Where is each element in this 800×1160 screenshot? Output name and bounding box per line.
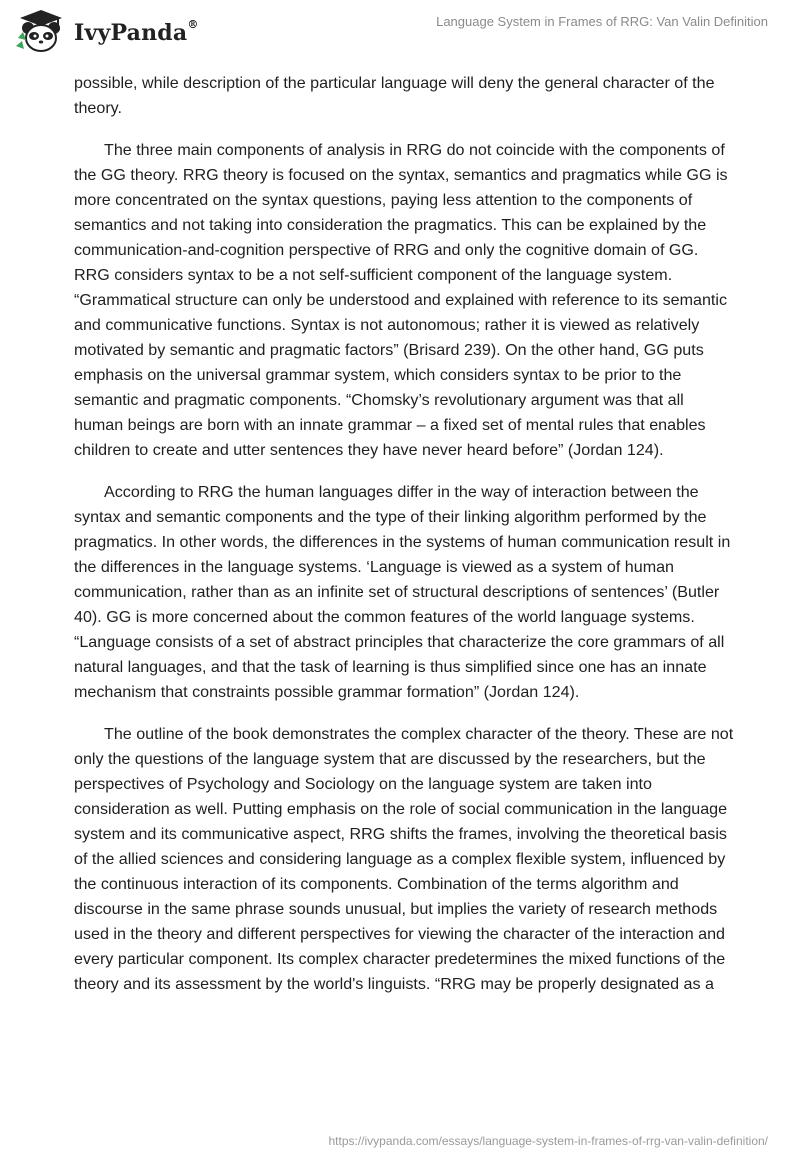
paragraph: According to RRG the human languages differ in the way of interaction between the syntax and semantic components and the type of their linking algorithm performed by the pragmatics. In other words, the differences in the systems of human communication result in the differences in the language systems. ‘Language is viewed as a system of human communication, rather than as an infinite set of structural descriptions of sentences’ (Butler 40). GG is more concerned about the common features of the world language systems. “Language consists of a set of abstract principles that characterize the core grammars of all natural languages, and that the task of learning is thus simplified since one has an innate mechanism that constraints possible grammar formation” (Jordan 124).: [74, 483, 731, 701]
paragraph: possible, while description of the particular language will deny the general character of the theory.: [74, 74, 715, 117]
brand-name: IvyPanda®: [74, 17, 199, 46]
ivypanda-logo[interactable]: [14, 8, 199, 54]
paragraph: The outline of the book demonstrates the complex character of the theory. These are not only the questions of the language system that are discussed by the researchers, but the perspectives of Psychology and Sociology on the language system are taken into consideration as well. Putting emphasis on the role of social communication in the language system and its communicative aspect, RRG shifts the frames, involving the theoretical basis of the allied sciences and considering language as a complex flexible system, influenced by the continuous interaction of its components. Combination of the terms algorithm and discourse in the same phrase sounds unusual, but implies the variety of research methods used in the theory and different perspectives for viewing the character of the interaction and every particular component. Its complex character predetermines the mixed functions of the theory and its assessment by the world's linguists. “RRG may be properly designated as a: [74, 725, 734, 993]
paragraph: The three main components of analysis in RRG do not coincide with the components of the GG theory. RRG theory is focused on the syntax, semantics and pragmatics while GG is more concentrated on the syntax questions, paying less attention to the components of semantics and not taking into consideration the pragmatics. This can be explained by the communication-and-cognition perspective of RRG and only the cognitive domain of GG. RRG considers syntax to be a not self-sufficient component of the language system. “Grammatical structure can only be understood and explained with reference to its semantic and communicative functions. Syntax is not autonomous; rather it is viewed as relatively motivated by semantic and pragmatic factors” (Brisard 239). On the other hand, GG puts emphasis on the universal grammar system, which considers syntax to be prior to the semantic and pragmatic components. “Chomsky’s revolutionary argument was that all human beings are born with an innate grammar – a fixed set of mental rules that enables children to create and utter sentences they have never heard before” (Jordan 124).: [74, 141, 728, 459]
document-title: Language System in Frames of RRG: Van Valin Definition: [436, 14, 768, 29]
page-header: [0, 0, 800, 60]
panda-graduate-icon: [14, 8, 68, 54]
source-url[interactable]: https://ivypanda.com/essays/language-system-in-frames-of-rrg-van-valin-definition/: [328, 1134, 768, 1148]
essay-body: [74, 71, 734, 1014]
